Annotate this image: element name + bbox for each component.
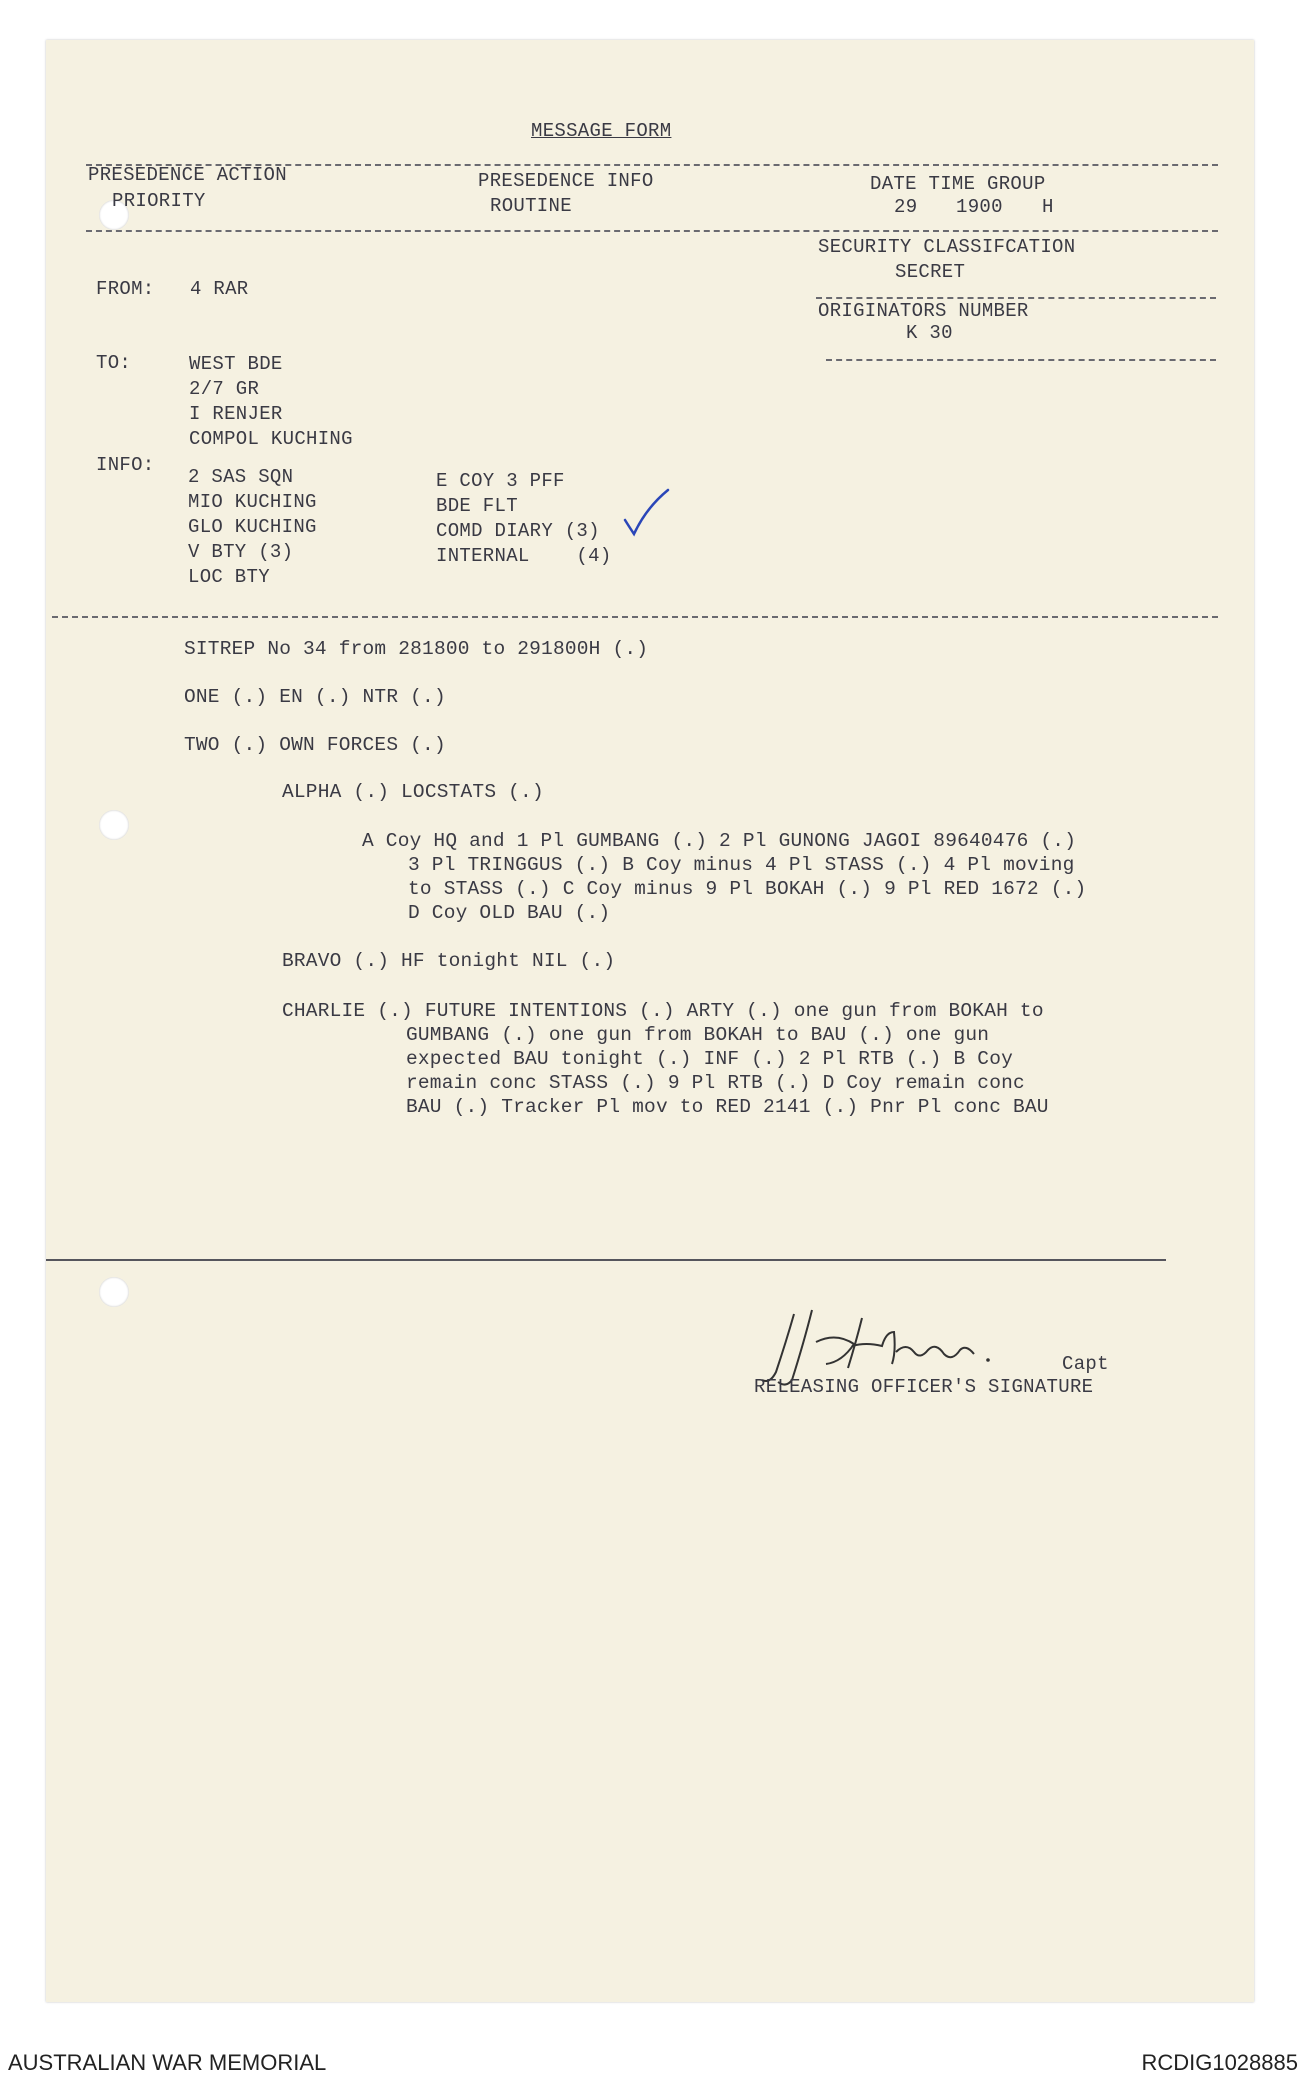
info-item: GLO KUCHING xyxy=(188,516,317,538)
precedence-action-value: PRIORITY xyxy=(112,190,206,212)
dtg-time: 1900 xyxy=(956,196,1003,218)
info-item: COMD DIARY (3) xyxy=(436,520,600,542)
originators-value: K 30 xyxy=(906,322,953,344)
dtg-label: DATE TIME GROUP xyxy=(870,173,1046,195)
precedence-action-label: PRESEDENCE ACTION xyxy=(88,164,287,186)
info-item: BDE FLT xyxy=(436,495,518,517)
para-bravo: BRAVO (.) HF tonight NIL (.) xyxy=(282,950,616,972)
to-line: I RENJER xyxy=(189,403,283,425)
originators-label: ORIGINATORS NUMBER xyxy=(818,300,1029,322)
info-item: E COY 3 PFF xyxy=(436,470,565,492)
to-label: TO: xyxy=(96,352,132,374)
from-label: FROM: xyxy=(96,278,155,300)
punch-hole xyxy=(99,1277,129,1307)
charlie-line: remain conc STASS (.) 9 Pl RTB (.) D Coy remain conc xyxy=(406,1072,1025,1094)
info-item: LOC BTY xyxy=(188,566,270,588)
alpha-line: A Coy HQ and 1 Pl GUMBANG (.) 2 Pl GUNONG JAGOI 89640476 (.) xyxy=(362,830,1077,852)
charlie-line: BAU (.) Tracker Pl mov to RED 2141 (.) Pnr Pl conc BAU xyxy=(406,1096,1049,1118)
form-title: MESSAGE FORM xyxy=(531,120,672,142)
security-rule xyxy=(816,297,1216,299)
message-divider xyxy=(52,616,1218,618)
para-one: ONE (.) EN (.) NTR (.) xyxy=(184,686,446,708)
punch-hole xyxy=(99,810,129,840)
to-line: 2/7 GR xyxy=(189,378,260,400)
precedence-info-label: PRESEDENCE INFO xyxy=(478,170,654,192)
para-two: TWO (.) OWN FORCES (.) xyxy=(184,734,446,756)
para-alpha: ALPHA (.) LOCSTATS (.) xyxy=(282,781,544,803)
sitrep-heading: SITREP No 34 from 281800 to 291800H (.) xyxy=(184,638,649,660)
precedence-info-value: ROUTINE xyxy=(490,195,572,217)
alpha-line: 3 Pl TRINGGUS (.) B Coy minus 4 Pl STASS (.) 4 Pl moving xyxy=(408,854,1075,876)
dtg-day: 29 xyxy=(894,196,918,218)
info-label: INFO: xyxy=(96,454,155,476)
footer-catalogue-id: RCDIG1028885 xyxy=(1141,2050,1298,2075)
info-item: MIO KUCHING xyxy=(188,491,317,513)
info-item: V BTY (3) xyxy=(188,541,294,563)
alpha-line: to STASS (.) C Coy minus 9 Pl BOKAH (.) 9 Pl RED 1672 (.) xyxy=(408,878,1087,900)
charlie-line: GUMBANG (.) one gun from BOKAH to BAU (.) one gun xyxy=(406,1024,990,1046)
to-line: COMPOL KUCHING xyxy=(189,428,353,450)
info-item: INTERNAL (4) xyxy=(436,545,612,567)
from-value: 4 RAR xyxy=(190,278,249,300)
para-charlie: CHARLIE (.) FUTURE INTENTIONS (.) ARTY (.) one gun from BOKAH to xyxy=(282,1000,1044,1022)
message-form-sheet xyxy=(46,40,1254,2002)
charlie-line: expected BAU tonight (.) INF (.) 2 Pl RTB (.) B Coy xyxy=(406,1048,1013,1070)
security-value: SECRET xyxy=(895,261,966,283)
alpha-line: D Coy OLD BAU (.) xyxy=(408,902,611,924)
check-mark-icon xyxy=(622,486,672,538)
footer-source: AUSTRALIAN WAR MEMORIAL xyxy=(8,2050,327,2075)
header-rule-bottom xyxy=(86,230,1218,232)
body-bottom-rule xyxy=(46,1259,1166,1261)
security-label: SECURITY CLASSIFCATION xyxy=(818,236,1076,258)
signature-rank: Capt xyxy=(1062,1353,1109,1375)
signature-label: RELEASING OFFICER'S SIGNATURE xyxy=(754,1376,1094,1398)
dtg-zone: H xyxy=(1042,196,1054,218)
originators-rule xyxy=(826,359,1216,361)
to-line: WEST BDE xyxy=(189,353,283,375)
info-item: 2 SAS SQN xyxy=(188,466,294,488)
